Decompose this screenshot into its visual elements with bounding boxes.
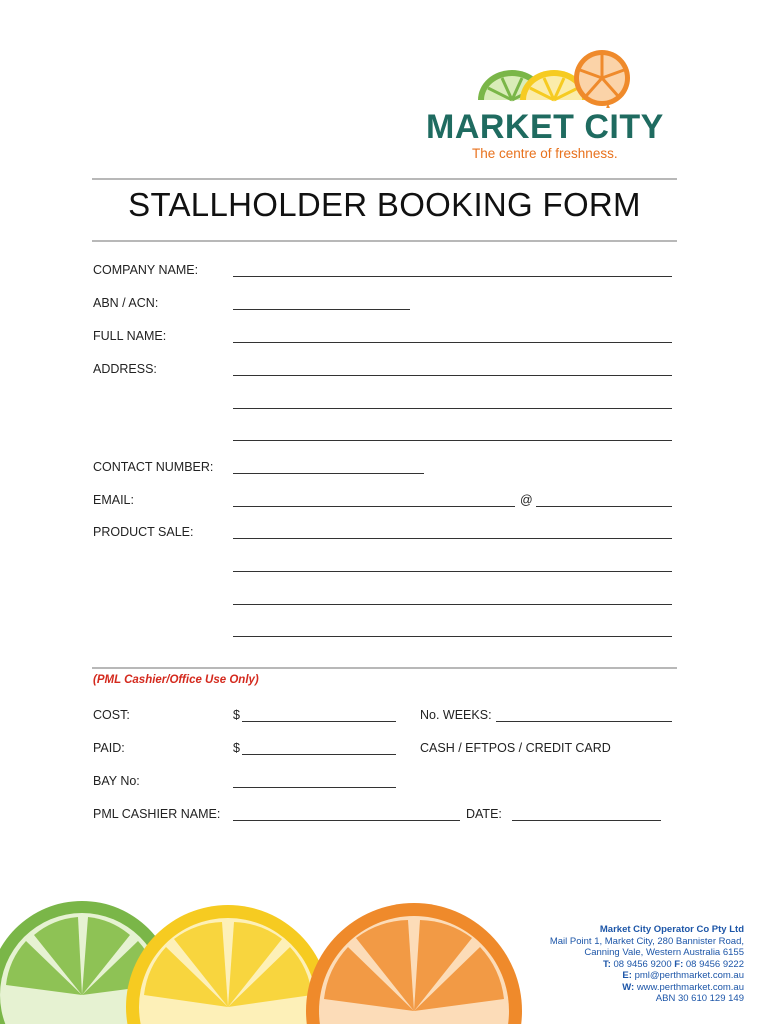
product-sale-field-line-1[interactable] [233, 538, 672, 539]
logo-wordmark: MARKET CITY [426, 108, 664, 146]
footer-email[interactable]: E: pml@perthmarket.com.au [622, 970, 744, 981]
paid-field[interactable] [242, 754, 396, 755]
cost-currency: $ [233, 708, 240, 722]
footer-company: Market City Operator Co Pty Ltd [599, 924, 744, 935]
email-user-field[interactable] [233, 506, 515, 507]
address-field-line-2[interactable] [233, 408, 672, 409]
form-title: STALLHOLDER BOOKING FORM [128, 186, 641, 223]
logo-tagline: The centre of freshness. [472, 146, 618, 161]
paid-label: PAID: [93, 741, 125, 755]
footer-website[interactable]: W: www.perthmarket.com.au [622, 981, 744, 993]
market-city-logo [426, 48, 678, 166]
footer-address-2: Canning Vale, Western Australia 6155 [584, 947, 744, 958]
footer-phone-fax: T: 08 9456 9200 F: 08 9456 9222 [602, 958, 744, 970]
bay-no-label: BAY No: [93, 774, 140, 788]
contact-number-label: CONTACT NUMBER: [93, 460, 214, 474]
bay-no-field[interactable] [233, 787, 396, 788]
contact-number-field[interactable] [233, 473, 424, 474]
company-name-label: COMPANY NAME: [93, 263, 199, 277]
cost-label: COST: [93, 708, 130, 722]
email-domain-field[interactable] [536, 506, 672, 507]
product-sale-field-line-4[interactable] [233, 636, 672, 637]
full-name-field[interactable] [233, 342, 672, 343]
product-sale-label: PRODUCT SALE: [93, 525, 194, 539]
address-field-line-1[interactable] [233, 375, 672, 376]
title-divider [92, 240, 677, 242]
no-weeks-label: No. WEEKS: [420, 708, 492, 722]
address-field-line-3[interactable] [233, 440, 672, 441]
footer-abn: ABN 30 610 129 149 [655, 993, 744, 1004]
citrus-slices-icon [426, 48, 678, 108]
product-sale-field-line-2[interactable] [233, 571, 672, 572]
abn-acn-field[interactable] [233, 309, 410, 310]
cashier-name-label: PML CASHIER NAME: [93, 807, 221, 821]
date-label: DATE: [466, 807, 502, 821]
cost-field[interactable] [242, 721, 396, 722]
no-weeks-field[interactable] [496, 721, 672, 722]
office-divider [92, 667, 677, 669]
paid-currency: $ [233, 741, 240, 755]
email-at-sign: @ [520, 493, 533, 507]
top-divider [92, 178, 677, 180]
footer-address-1: Mail Point 1, Market City, 280 Bannister Road, [549, 935, 744, 947]
footer-contact [550, 924, 744, 1005]
date-field[interactable] [512, 820, 661, 821]
cashier-name-field[interactable] [233, 820, 460, 821]
abn-acn-label: ABN / ACN: [93, 296, 159, 310]
office-use-note: (PML Cashier/Office Use Only) [93, 674, 259, 686]
full-name-label: FULL NAME: [93, 329, 167, 343]
payment-methods: CASH / EFTPOS / CREDIT CARD [420, 741, 611, 755]
company-name-field[interactable] [233, 276, 672, 277]
email-label: EMAIL: [93, 493, 134, 507]
address-label: ADDRESS: [93, 362, 157, 376]
product-sale-field-line-3[interactable] [233, 604, 672, 605]
